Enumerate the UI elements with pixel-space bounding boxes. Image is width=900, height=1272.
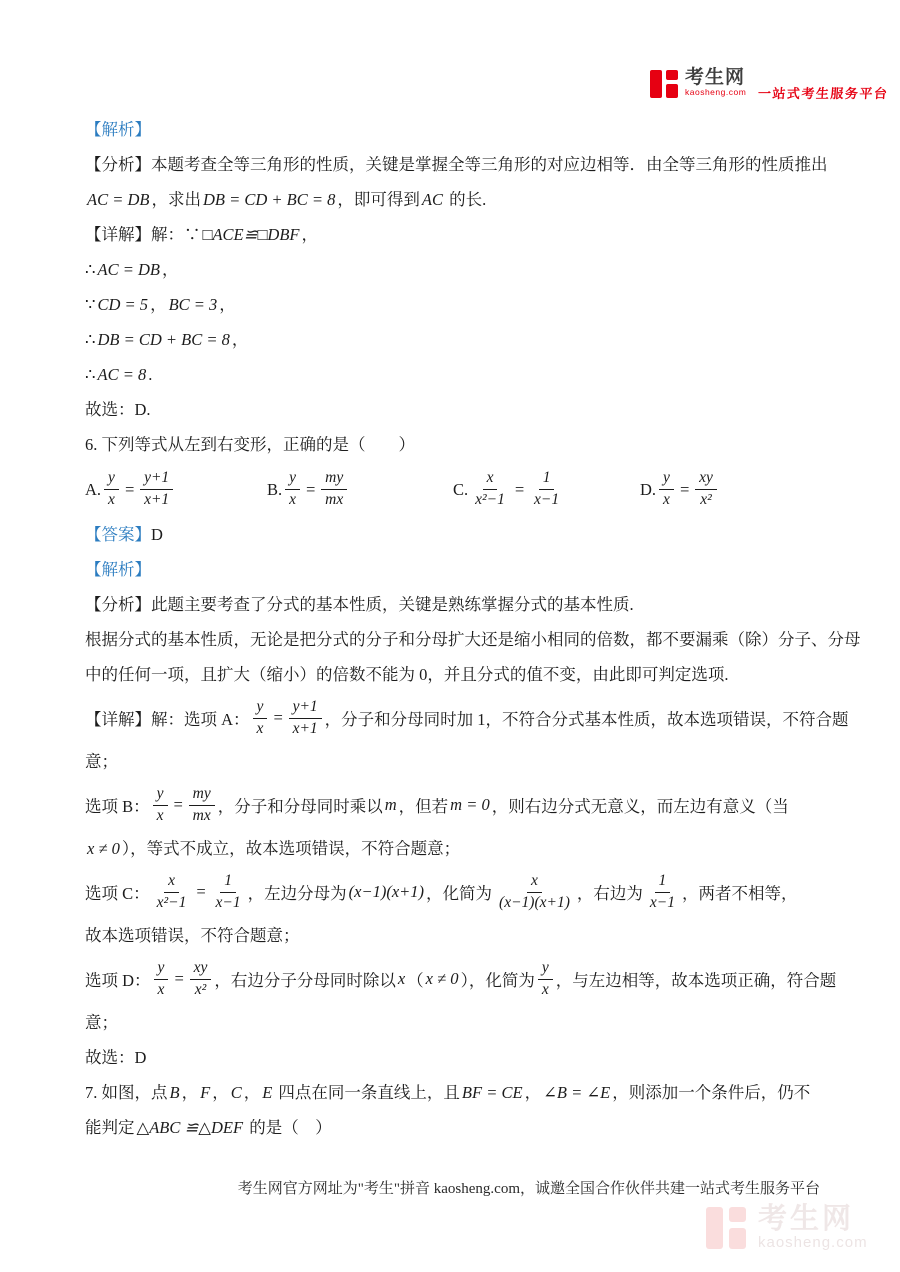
fraction-denominator: x² bbox=[194, 980, 207, 998]
text-run: 故选：D. bbox=[85, 400, 151, 419]
math-run: □ACE≌□DBF bbox=[202, 225, 300, 244]
math-run: B bbox=[169, 1083, 180, 1102]
text-run: 四点在同一条直线上，且 bbox=[274, 1083, 460, 1102]
math-run: ∠B = ∠E bbox=[543, 1083, 611, 1102]
fraction bbox=[530, 469, 563, 509]
text-run: ，与左边相等，故本选项正确，符合题 bbox=[555, 971, 837, 990]
text-run: 中的任何一项，且扩大（缩小）的倍数不能为 0，并且分式的值不变，由此即可判定选项. bbox=[85, 665, 729, 684]
fraction-numerator: y bbox=[659, 469, 674, 490]
option-a-analysis-cont bbox=[85, 744, 875, 779]
math-run: x ≠ 0 bbox=[87, 839, 120, 858]
text-run: ， bbox=[231, 330, 249, 349]
fraction-denominator: x bbox=[256, 719, 264, 737]
fenxi-text-q6-2 bbox=[85, 622, 875, 657]
text-run: ∴ bbox=[85, 365, 96, 384]
math-run: AC = DB bbox=[97, 260, 160, 279]
fenxi-text-q6-3 bbox=[85, 657, 875, 692]
xiangjie-line-4 bbox=[85, 322, 875, 357]
math-run: x bbox=[397, 969, 406, 988]
q6-option-a bbox=[85, 469, 267, 509]
watermark-text-block bbox=[758, 1204, 868, 1252]
text-run: 7. 如图，点 bbox=[85, 1083, 168, 1102]
fraction-numerator: 1 bbox=[539, 469, 555, 490]
xiangjie-line-1 bbox=[85, 217, 875, 252]
fraction-denominator: x²−1 bbox=[156, 893, 187, 911]
math-run: (x−1)(x+1) bbox=[348, 882, 425, 901]
jiexi-label-q5 bbox=[85, 112, 875, 147]
fraction-numerator: 1 bbox=[655, 872, 671, 893]
math-run: = bbox=[513, 479, 526, 499]
text-run: ， bbox=[161, 260, 179, 279]
text-run: ， bbox=[243, 1083, 261, 1102]
question-6-stem bbox=[85, 427, 875, 462]
text-run: 选项 B： bbox=[85, 797, 150, 816]
document-content bbox=[85, 112, 875, 1145]
q6-option-c bbox=[453, 469, 640, 509]
text-run: ，左边分母为 bbox=[247, 884, 347, 903]
text-run: ，分子和分母同时加 1，不符合分式基本性质，故本选项错误，不符合题 bbox=[324, 710, 849, 729]
math-run: AC = DB bbox=[87, 190, 150, 209]
math-run: x ≠ 0 bbox=[425, 969, 459, 988]
fenxi-text-q5 bbox=[85, 147, 875, 182]
fraction-numerator: y bbox=[104, 469, 119, 490]
text-run: ， bbox=[524, 1083, 542, 1102]
fraction-numerator: y+1 bbox=[140, 469, 173, 490]
fenxi-math-q5 bbox=[85, 182, 875, 217]
fraction-denominator: x+1 bbox=[292, 719, 318, 737]
text-run: 【详解】解：∵ bbox=[85, 225, 201, 244]
footer-note: 考生网官方网址为"考生"拼音 kaosheng.com，诚邀全国合作伙伴共建一站式考生服务平台 bbox=[237, 1181, 820, 1197]
math-run: = bbox=[173, 969, 185, 988]
text-run: ，分子和分母同时乘以 bbox=[217, 797, 383, 816]
text-run: ），化简为 bbox=[460, 971, 535, 990]
brand-name: 考生网 bbox=[685, 67, 746, 88]
option-a-analysis bbox=[85, 692, 875, 744]
text-run: ， bbox=[150, 295, 167, 314]
kaosheng-watermark bbox=[706, 1204, 868, 1252]
text-run: 选项 D： bbox=[85, 971, 151, 990]
text-run: ，右边为 bbox=[576, 884, 643, 903]
text-run: 【分析】此题主要考查了分式的基本性质，关键是熟练掌握分式的基本性质. bbox=[85, 595, 634, 614]
text-run: ，则添加一个条件后，仍不 bbox=[612, 1083, 811, 1102]
kaosheng-watermark-icon bbox=[706, 1204, 750, 1252]
watermark-brand: 考生网 bbox=[758, 1203, 855, 1235]
fraction bbox=[495, 872, 574, 912]
text-run: D bbox=[151, 525, 163, 544]
fraction-denominator: x bbox=[663, 491, 670, 508]
fraction-denominator: x−1 bbox=[649, 893, 675, 911]
math-run: m bbox=[384, 795, 397, 814]
fraction-denominator: mx bbox=[192, 806, 211, 824]
option-d-analysis bbox=[85, 953, 875, 1005]
fraction-denominator: x bbox=[156, 806, 164, 824]
fraction-denominator: x bbox=[157, 980, 165, 998]
brand-tagline: 一站式考生服务平台 bbox=[757, 86, 890, 101]
fraction-denominator: mx bbox=[325, 491, 344, 508]
blue-label: 【解析】 bbox=[85, 120, 151, 139]
math-run: BC = 3 bbox=[168, 295, 218, 314]
text-run: C. bbox=[453, 479, 469, 499]
fraction-numerator: y bbox=[538, 959, 553, 980]
jiexi-label-q6 bbox=[85, 552, 875, 587]
fraction bbox=[538, 959, 553, 999]
fraction-numerator: x bbox=[527, 872, 542, 893]
fraction-numerator: xy bbox=[695, 469, 717, 490]
brand-domain: kaosheng.com bbox=[685, 87, 747, 97]
text-run: D. bbox=[640, 479, 657, 499]
fraction bbox=[153, 785, 168, 825]
fraction-numerator: y bbox=[153, 785, 168, 806]
answer-choice-q6 bbox=[85, 1040, 875, 1075]
text-run: ∴ bbox=[85, 330, 96, 349]
text-run: 根据分式的基本性质，无论是把分式的分子和分母扩大还是缩小相同的倍数，都不要漏乘（除）分子、分母 bbox=[85, 630, 861, 649]
fraction bbox=[471, 469, 509, 509]
fraction-denominator: x²−1 bbox=[475, 491, 505, 508]
text-run: 选项 C： bbox=[85, 884, 150, 903]
text-run: ，则右边分式无意义，而左边有意义（当 bbox=[491, 797, 789, 816]
fraction-numerator: y bbox=[285, 469, 300, 490]
fraction-denominator: x² bbox=[700, 491, 712, 508]
text-run: ∴ bbox=[85, 260, 96, 279]
text-run: . bbox=[148, 365, 153, 384]
text-run: ，两者不相等， bbox=[681, 884, 798, 903]
text-run: 故选：D bbox=[85, 1048, 147, 1067]
math-run: = bbox=[123, 479, 136, 499]
math-run: CD = 5 bbox=[97, 295, 149, 314]
math-run: F bbox=[200, 1083, 211, 1102]
text-run: ），等式不成立，故本选项错误，不符合题意； bbox=[121, 839, 461, 858]
text-run: 能判定 bbox=[85, 1118, 135, 1137]
fraction-numerator: y+1 bbox=[289, 698, 322, 719]
q6-options-row bbox=[85, 462, 875, 517]
option-b-analysis-cont bbox=[85, 831, 875, 866]
fraction bbox=[212, 872, 245, 912]
text-run: ，但若 bbox=[398, 797, 449, 816]
fraction-denominator: x bbox=[108, 491, 115, 508]
fraction bbox=[285, 469, 300, 509]
text-run: ， bbox=[301, 225, 318, 244]
answer-choice-q5 bbox=[85, 392, 875, 427]
math-run: C bbox=[230, 1083, 242, 1102]
fraction bbox=[190, 959, 212, 999]
text-run: 故本选项错误，不符合题意； bbox=[85, 926, 300, 945]
fraction-numerator: my bbox=[189, 785, 215, 806]
q6-option-d bbox=[640, 469, 720, 509]
fraction bbox=[253, 698, 268, 738]
fraction-denominator: x−1 bbox=[215, 893, 241, 911]
text-run: ， bbox=[219, 295, 236, 314]
text-run: 意； bbox=[85, 1013, 118, 1032]
math-run: DB = CD + BC = 8 bbox=[97, 330, 230, 349]
math-run: = bbox=[305, 479, 317, 499]
fraction-denominator: x bbox=[289, 491, 297, 508]
fraction bbox=[140, 469, 173, 509]
text-run: ，求出 bbox=[151, 190, 201, 209]
math-run: m = 0 bbox=[450, 795, 490, 814]
question-7-stem-cont bbox=[85, 1110, 875, 1145]
xiangjie-line-5 bbox=[85, 357, 875, 392]
option-d-analysis-cont bbox=[85, 1005, 875, 1040]
math-run: △ABC ≌△DEF bbox=[136, 1118, 244, 1137]
math-run: = bbox=[678, 479, 691, 499]
text-run: ，右边分子分母同时除以 bbox=[214, 971, 396, 990]
brand-block bbox=[685, 68, 746, 97]
blue-label: 【答案】 bbox=[85, 525, 151, 544]
kaosheng-logo-icon bbox=[650, 68, 680, 100]
math-run: BF = CE bbox=[461, 1083, 523, 1102]
fraction-numerator: x bbox=[483, 469, 498, 490]
fraction-denominator: x bbox=[541, 980, 549, 998]
text-run: （ bbox=[407, 971, 424, 990]
fraction-numerator: y bbox=[253, 698, 268, 719]
text-run: B. bbox=[267, 479, 283, 499]
fraction-numerator: 1 bbox=[220, 872, 236, 893]
fraction bbox=[154, 959, 169, 999]
math-run: E bbox=[262, 1083, 273, 1102]
fraction bbox=[321, 469, 347, 509]
fraction-denominator: x−1 bbox=[534, 491, 560, 508]
fraction-numerator: my bbox=[321, 469, 347, 490]
option-c-analysis-cont bbox=[85, 918, 875, 953]
fraction bbox=[153, 872, 191, 912]
fraction bbox=[695, 469, 717, 509]
text-run: 的长. bbox=[444, 190, 487, 209]
math-run: AC = 8 bbox=[97, 365, 147, 384]
fraction-denominator: (x−1)(x+1) bbox=[499, 893, 570, 911]
math-run: = bbox=[272, 708, 284, 727]
math-run: DB = CD + BC = 8 bbox=[202, 190, 336, 209]
option-b-analysis bbox=[85, 779, 875, 831]
fraction bbox=[659, 469, 674, 509]
text-run: ∵ bbox=[85, 295, 96, 314]
q6-option-b bbox=[267, 469, 453, 509]
text-run: 【分析】本题考查全等三角形的性质，关键是掌握全等三角形的对应边相等．由全等三角形的性质推出 bbox=[85, 155, 828, 174]
text-run: ， bbox=[181, 1083, 199, 1102]
fraction-numerator: y bbox=[154, 959, 169, 980]
kaosheng-header-logo bbox=[650, 68, 889, 102]
math-run: AC bbox=[421, 190, 443, 209]
math-run: = bbox=[195, 882, 207, 901]
option-c-analysis bbox=[85, 866, 875, 918]
xiangjie-line-2 bbox=[85, 252, 875, 287]
answer-label-q6 bbox=[85, 517, 875, 552]
blue-label: 【解析】 bbox=[85, 560, 151, 579]
question-7-stem bbox=[85, 1075, 875, 1110]
text-run: 的是（ ） bbox=[245, 1118, 332, 1137]
fraction-denominator: x+1 bbox=[144, 491, 170, 508]
text-run: A. bbox=[85, 479, 102, 499]
fraction-numerator: xy bbox=[190, 959, 212, 980]
text-run: ， bbox=[212, 1083, 229, 1102]
fenxi-text-q6 bbox=[85, 587, 875, 622]
math-run: = bbox=[172, 795, 184, 814]
xiangjie-line-3 bbox=[85, 287, 875, 322]
text-run: 【详解】解：选项 A： bbox=[85, 710, 250, 729]
text-run: 意； bbox=[85, 752, 118, 771]
watermark-domain: kaosheng.com bbox=[758, 1234, 868, 1251]
fraction bbox=[104, 469, 119, 509]
text-run: ，即可得到 bbox=[337, 190, 420, 209]
fraction bbox=[646, 872, 679, 912]
fraction bbox=[189, 785, 215, 825]
text-run: 6. 下列等式从左到右变形，正确的是（ ） bbox=[85, 435, 415, 454]
fraction-numerator: x bbox=[164, 872, 179, 893]
text-run: ，化简为 bbox=[426, 884, 493, 903]
fraction bbox=[289, 698, 322, 738]
